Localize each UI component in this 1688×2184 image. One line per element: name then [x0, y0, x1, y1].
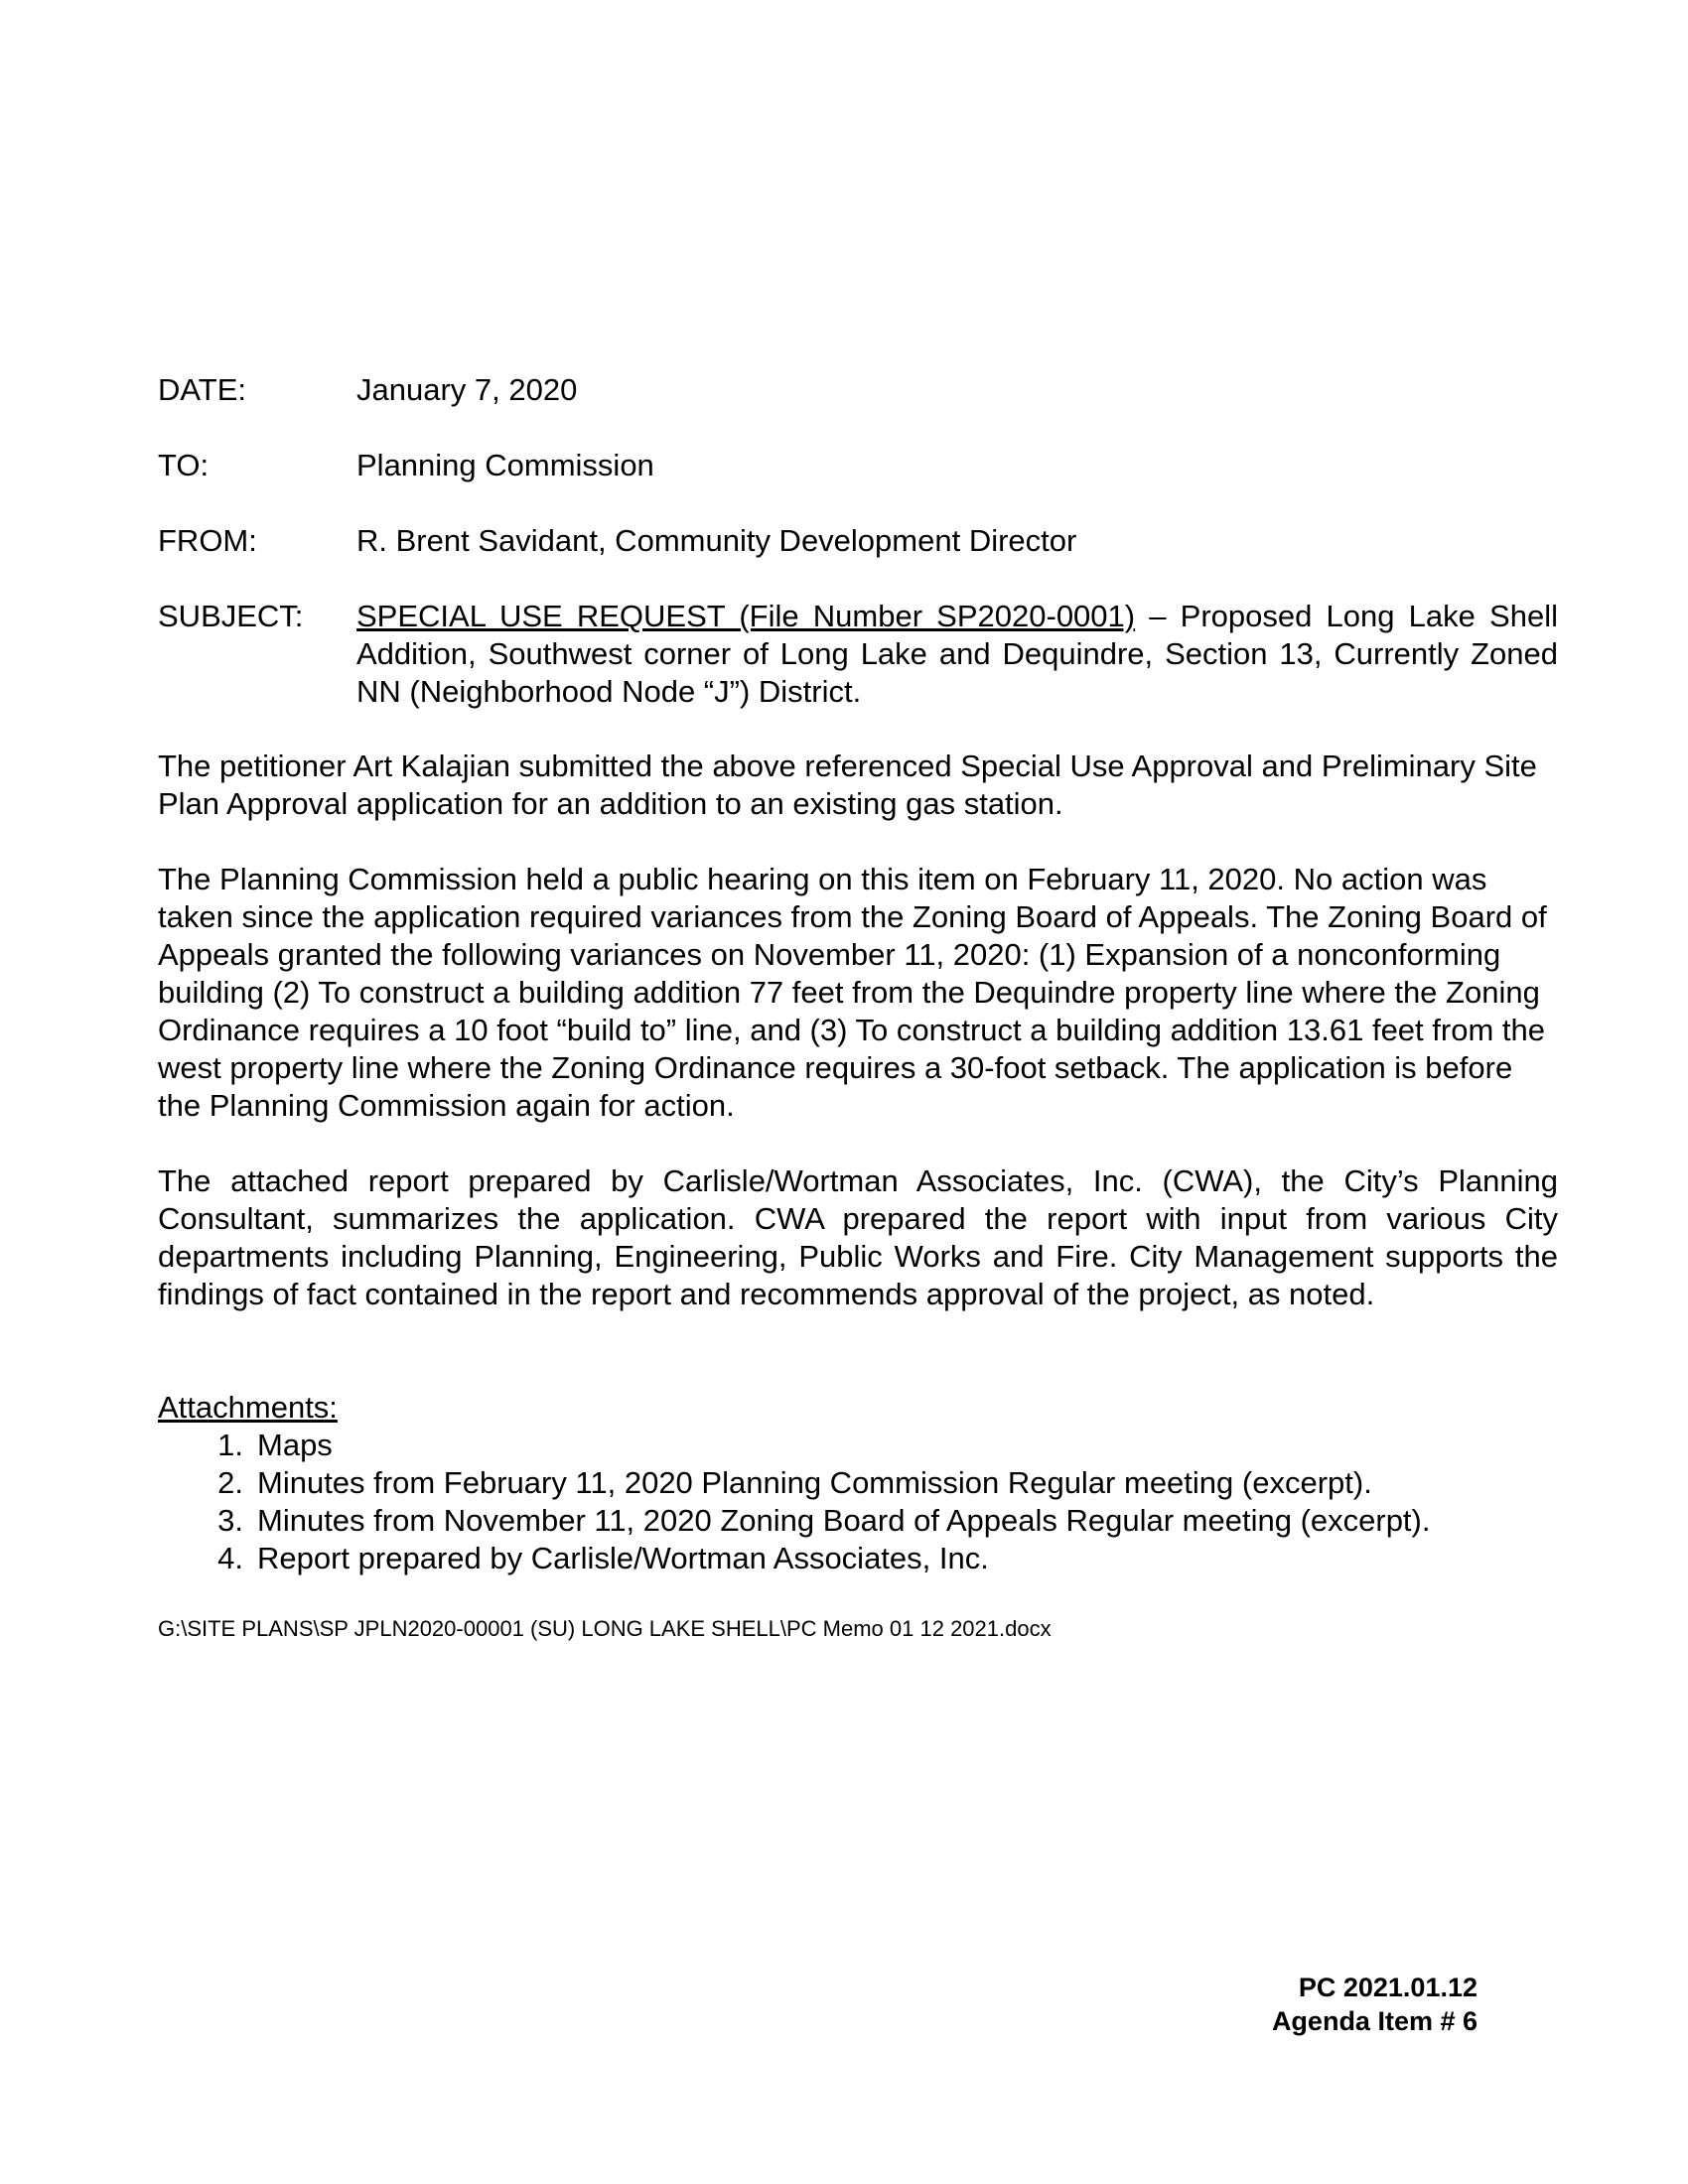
- to-value: Planning Commission: [356, 448, 654, 482]
- attachment-item: [158, 1464, 1558, 1502]
- attachment-number: 3.: [217, 1503, 243, 1538]
- agenda-footer: [1272, 1971, 1477, 2038]
- subject-label: SUBJECT:: [158, 599, 304, 633]
- from-label: FROM:: [158, 523, 257, 558]
- file-path: G:\SITE PLANS\SP JPLN2020-00001 (SU) LONG LAKE SHELL\PC Memo 01 12 2021.docx: [158, 1616, 1052, 1641]
- attachment-text: Minutes from November 11, 2020 Zoning Board of Appeals Regular meeting (excerpt).: [257, 1503, 1431, 1538]
- date-field: [158, 371, 1558, 409]
- paragraph-hearing: The Planning Commission held a public hearing on this item on February 11, 2020. No action was taken since the application required variances from the Zoning Board of Appeals. The Zoning Board of Appeals granted the following variances on November 11, 2020: (1) Expansion of a nonconforming building (2) To construct a building addition 77 feet from the Dequindre property line where the Zoning Ordinance requires a 10 foot “build to” line, and (3) To construct a building addition 13.61 feet from the west property line where the Zoning Ordinance requires a 30-foot setback. The application is before the Planning Commission again for action.: [158, 862, 1547, 1123]
- to-field: [158, 447, 1558, 484]
- from-value: R. Brent Savidant, Community Development Director: [356, 523, 1077, 558]
- attachments-title: Attachments:: [158, 1390, 338, 1425]
- attachment-number: 2.: [217, 1465, 243, 1500]
- to-label: TO:: [158, 448, 210, 482]
- attachment-text: Maps: [257, 1428, 333, 1462]
- attachments-section: [158, 1389, 1558, 1577]
- meeting-code: PC 2021.01.12: [1298, 1973, 1477, 2002]
- attachment-item: [158, 1540, 1558, 1577]
- date-value: January 7, 2020: [356, 372, 578, 407]
- attachment-item: [158, 1502, 1558, 1540]
- memo-document: [158, 371, 1558, 1643]
- attachment-item: [158, 1427, 1558, 1464]
- agenda-item-number: Agenda Item # 6: [1271, 2006, 1477, 2036]
- attachment-text: Minutes from February 11, 2020 Planning Commission Regular meeting (excerpt).: [257, 1465, 1372, 1500]
- paragraph-report: The attached report prepared by Carlisle/Wortman Associates, Inc. (CWA), the City’s Planning Consultant, summarizes the application. CWA prepared the report with input from various City departments including Planning, Engineering, Public Works and Fire. City Management supports the findings of fact contained in the report and recommends approval of the project, as noted.: [158, 1163, 1558, 1311]
- subject-value: [356, 598, 1558, 711]
- attachment-number: 4.: [217, 1541, 243, 1575]
- attachment-text: Report prepared by Carlisle/Wortman Associates, Inc.: [257, 1541, 989, 1575]
- attachment-number: 1.: [217, 1428, 243, 1462]
- attachments-list: [158, 1427, 1558, 1577]
- date-label: DATE:: [158, 372, 246, 407]
- subject-description: – Proposed Long Lake Shell Addition, Southwest corner of Long Lake and Dequindre, Section 13, Currently Zoned NN (Neighborhood Node “J”) District.: [356, 599, 1558, 709]
- from-field: [158, 522, 1558, 560]
- subject-file-number: SPECIAL USE REQUEST (File Number SP2020-0001): [356, 599, 1136, 633]
- subject-field: [158, 598, 1558, 711]
- paragraph-petitioner: The petitioner Art Kalajian submitted the above referenced Special Use Approval and Preliminary Site Plan Approval application for an addition to an existing gas station.: [158, 749, 1537, 821]
